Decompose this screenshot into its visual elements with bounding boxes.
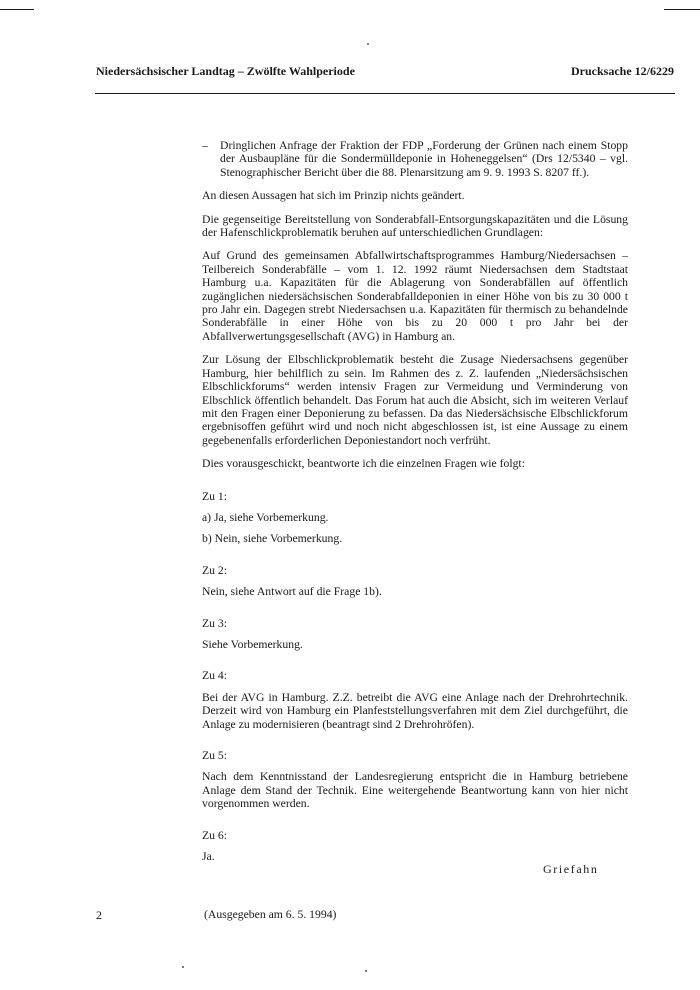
answer-label: Zu 3: [202,616,227,630]
bullet-text: Dringlichen Anfrage der Fraktion der FDP „Forderung der Grünen nach einem Stopp der Ausbaupläne für die Sondermülldeponie in Hoheneggelsen“ (Drs 12/5340 – vgl. Stenographischer Bericht über die 88. Plenarsitzung am 9. 9. 1993 S. 8207 ff.). [220,139,628,179]
answer-label: Zu 6: [202,828,227,842]
answer-label: Zu 2: [202,563,227,577]
document-body [202,139,628,873]
issue-date: (Ausgegeben am 6. 5. 1994) [204,908,337,921]
answer-text: a) Ja, siehe Vorbemerkung. [202,510,329,524]
paragraph: Auf Grund des gemeinsamen Abfallwirtschaftsprogrammes Hamburg/Niedersachsen – Teilbereich Sonderabfälle – vom 1. 12. 1992 räumt Niedersachsen dem Stadtstaat Hamburg u.a. Kapazitäten für die Ablagerung von Sonderabfällen auf öffentlich zugänglichen niedersächsischen Sonderabfalldeponien in einer Höhe von bis zu 30 000 t pro Jahr ein. Dagegen strebt Niedersachsen u.a. Kapazitäten für thermisch zu behandelnde Sonderabfälle in einer Höhe von bis zu 20 000 t pro Jahr bei der Abfallverwertungsgesellschaft (AVG) in Hamburg an. [202,249,628,343]
top-right-crop-mark [664,9,700,10]
page-number: 2 [96,908,102,922]
document-number: Drucksache 12/6229 [571,64,674,78]
scan-speck [182,966,184,968]
answer-text: Ja. [202,850,215,864]
scan-speck [367,43,369,45]
answer-text: Nein, siehe Antwort auf die Frage 1b). [202,585,382,599]
header-divider [95,93,675,94]
top-left-crop-mark [0,9,34,10]
bullet-dash: – [202,139,208,152]
page-header [96,64,674,94]
reference-bullet [202,139,628,179]
paragraph: Zur Lösung der Elbschlickproblematik besteht die Zusage Niedersachsens gegenüber Hamburg, hier behilflich zu sein. Im Rahmen des z. Z. laufenden „Niedersächsischen Elbschlickforums“ werden intensiv Fragen zur Vermeidung und Verminderung von Elbschlick öffentlich behandelt. Das Forum hat auch die Absicht, sich im weiteren Verlauf mit den Fragen einer Deponierung zu befassen. Da das Niedersächsische Elbschlickforum ergebnisoffen geführt wird und noch nicht abgeschlossen ist, ist eine Aussage zu einem gegebenenfalls erforderlichen Deponiestandort noch verfrüht. [202,353,628,447]
answer-text: Nach dem Kenntnisstand der Landesregierung entspricht die in Hamburg betriebene Anlage dem Stand der Technik. Eine weitergehende Beantwortung kann von hier nicht vorgenommen werden. [202,770,628,811]
answer-label: Zu 4: [202,669,227,683]
paragraph: Dies vorausgeschickt, beantworte ich die einzelnen Fragen wie folgt: [202,457,525,471]
signature: Griefahn [543,862,599,876]
answer-text: Siehe Vorbemerkung. [202,637,303,651]
paragraph: Die gegenseitige Bereitstellung von Sonderabfall-Entsorgungskapazitäten und die Lösung der Hafenschlickproblematik beruhen auf unterschiedlichen Grundlagen: [202,212,628,240]
parliament-title: Niedersächsischer Landtag – Zwölfte Wahlperiode [96,64,355,78]
paragraph: An diesen Aussagen hat sich im Prinzip nichts geändert. [202,189,465,203]
answer-label: Zu 1: [202,489,227,503]
answer-text: Bei der AVG in Hamburg. Z.Z. betreibt die AVG eine Anlage nach der Drehrohrtechnik. Derzeit wird von Hamburg ein Planfeststellungsverfahren mit dem Ziel durchgeführt, die Anlage zu modernisieren (beantragt sind 2 Drehrohröfen). [202,690,628,731]
answer-label: Zu 5: [202,749,227,762]
scan-speck [365,970,367,972]
answer-text: b) Nein, siehe Vorbemerkung. [202,532,343,546]
